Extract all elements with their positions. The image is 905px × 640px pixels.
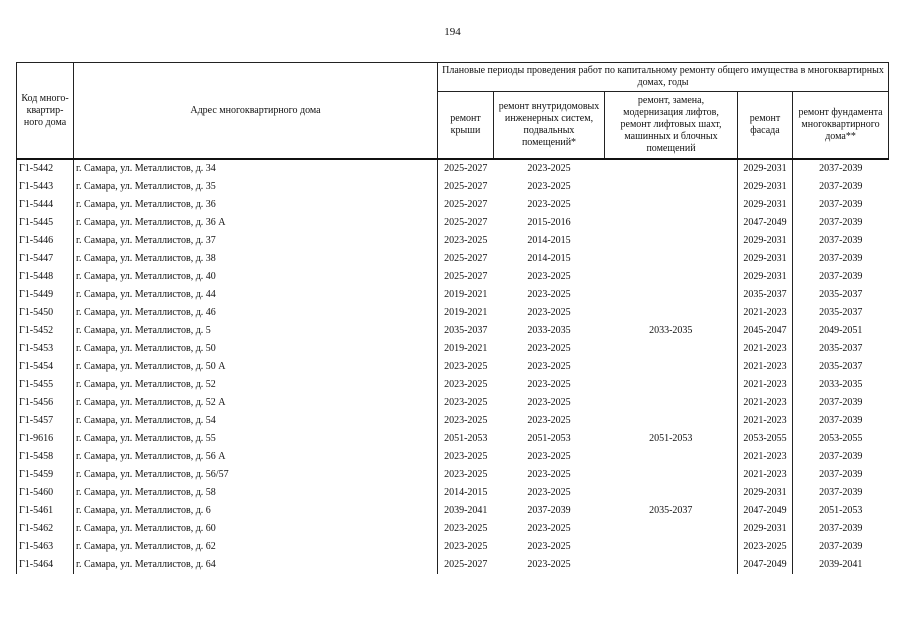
cell-systems: 2023-2025 — [527, 181, 571, 192]
cell-facade: 2053-2055 — [738, 430, 793, 448]
cell-roof: 2023-2025 — [438, 538, 494, 556]
cell-address: г. Самара, ул. Металлистов, д. 6 — [74, 502, 438, 520]
cell-roof: 2023-2025 — [438, 448, 494, 466]
cell-foundation: 2053-2055 — [793, 430, 889, 448]
table-row — [17, 250, 889, 268]
cell-address: г. Самара, ул. Металлистов, д. 62 — [74, 538, 438, 556]
cell-lifts — [605, 304, 738, 322]
cell-facade: 2029-2031 — [738, 232, 793, 250]
repair-schedule-table — [16, 62, 889, 574]
cell-foundation: 2037-2039 — [793, 232, 889, 250]
cell-code: Г1-5464 — [17, 556, 74, 574]
cell-facade: 2029-2031 — [738, 520, 793, 538]
cell-systems: 2037-2039 — [527, 505, 571, 516]
cell-systems: 2033-2035 — [527, 325, 571, 336]
cell-roof: 2025-2027 — [438, 268, 494, 286]
cell-lifts — [605, 159, 738, 178]
cell-facade: 2021-2023 — [738, 466, 793, 484]
cell-facade: 2047-2049 — [738, 502, 793, 520]
cell-lifts — [605, 358, 738, 376]
table-row — [17, 322, 889, 340]
cell-facade: 2023-2025 — [738, 538, 793, 556]
cell-address: г. Самара, ул. Металлистов, д. 52 — [74, 376, 438, 394]
cell-facade: 2045-2047 — [738, 322, 793, 340]
cell-code: Г1-5463 — [17, 538, 74, 556]
cell-foundation: 2037-2039 — [793, 394, 889, 412]
cell-address: г. Самара, ул. Металлистов, д. 64 — [74, 556, 438, 574]
cell-code: Г1-5450 — [17, 304, 74, 322]
cell-systems: 2023-2025 — [527, 415, 571, 426]
cell-facade: 2029-2031 — [738, 250, 793, 268]
cell-foundation: 2037-2039 — [793, 196, 889, 214]
header-systems: ремонт внутридомовых инженерных систем, подвальных помещений* — [494, 92, 605, 160]
cell-facade: 2029-2031 — [738, 159, 793, 178]
cell-code: Г1-5444 — [17, 196, 74, 214]
cell-systems: 2023-2025 — [527, 541, 571, 552]
cell-address: г. Самара, ул. Металлистов, д. 38 — [74, 250, 438, 268]
cell-roof: 2051-2053 — [438, 430, 494, 448]
cell-roof: 2025-2027 — [438, 250, 494, 268]
table-row — [17, 448, 889, 466]
cell-code: Г1-5460 — [17, 484, 74, 502]
table-row — [17, 412, 889, 430]
cell-lifts — [605, 448, 738, 466]
cell-roof: 2023-2025 — [438, 520, 494, 538]
cell-foundation: 2035-2037 — [793, 286, 889, 304]
cell-lifts — [605, 340, 738, 358]
table-row — [17, 394, 889, 412]
header-foundation: ремонт фундамента многоквартирного дома** — [793, 92, 889, 160]
cell-address: г. Самара, ул. Металлистов, д. 40 — [74, 268, 438, 286]
cell-lifts — [605, 250, 738, 268]
cell-foundation: 2037-2039 — [793, 520, 889, 538]
cell-facade: 2047-2049 — [738, 556, 793, 574]
cell-systems: 2023-2025 — [527, 307, 571, 318]
cell-systems: 2023-2025 — [527, 397, 571, 408]
cell-code: Г1-5453 — [17, 340, 74, 358]
cell-lifts — [605, 466, 738, 484]
cell-foundation: 2035-2037 — [793, 340, 889, 358]
cell-facade: 2021-2023 — [738, 340, 793, 358]
cell-roof: 2025-2027 — [438, 196, 494, 214]
table-row — [17, 502, 889, 520]
cell-foundation: 2037-2039 — [793, 538, 889, 556]
table-body — [17, 159, 889, 574]
cell-foundation: 2035-2037 — [793, 358, 889, 376]
cell-roof: 2023-2025 — [438, 232, 494, 250]
cell-code: Г1-5461 — [17, 502, 74, 520]
cell-systems: 2014-2015 — [527, 235, 571, 246]
cell-lifts — [605, 214, 738, 232]
header-address: Адрес многоквартирного дома — [74, 63, 438, 160]
cell-address: г. Самара, ул. Металлистов, д. 35 — [74, 178, 438, 196]
cell-systems: 2023-2025 — [527, 361, 571, 372]
cell-facade: 2021-2023 — [738, 358, 793, 376]
cell-foundation: 2037-2039 — [793, 484, 889, 502]
cell-systems: 2015-2016 — [527, 217, 571, 228]
cell-systems: 2023-2025 — [527, 451, 571, 462]
cell-roof: 2019-2021 — [438, 286, 494, 304]
cell-code: Г1-5458 — [17, 448, 74, 466]
cell-address: г. Самара, ул. Металлистов, д. 44 — [74, 286, 438, 304]
cell-facade: 2021-2023 — [738, 448, 793, 466]
cell-code: Г1-5443 — [17, 178, 74, 196]
cell-foundation: 2037-2039 — [793, 466, 889, 484]
cell-lifts — [605, 376, 738, 394]
cell-lifts — [605, 394, 738, 412]
table-row — [17, 159, 889, 178]
cell-code: Г1-5449 — [17, 286, 74, 304]
cell-address: г. Самара, ул. Металлистов, д. 50 — [74, 340, 438, 358]
cell-systems: 2023-2025 — [527, 559, 571, 570]
table-row — [17, 430, 889, 448]
cell-lifts — [605, 538, 738, 556]
cell-address: г. Самара, ул. Металлистов, д. 34 — [74, 159, 438, 178]
table-row — [17, 538, 889, 556]
cell-address: г. Самара, ул. Металлистов, д. 46 — [74, 304, 438, 322]
cell-systems: 2023-2025 — [527, 271, 571, 282]
cell-systems: 2023-2025 — [527, 487, 571, 498]
cell-code: Г1-9616 — [17, 430, 74, 448]
cell-roof: 2035-2037 — [438, 322, 494, 340]
cell-facade: 2029-2031 — [738, 178, 793, 196]
cell-address: г. Самара, ул. Металлистов, д. 54 — [74, 412, 438, 430]
table-row — [17, 484, 889, 502]
header-code: Код много-квартир-ного дома — [17, 63, 74, 160]
cell-code: Г1-5462 — [17, 520, 74, 538]
cell-roof: 2019-2021 — [438, 340, 494, 358]
cell-systems: 2014-2015 — [527, 253, 571, 264]
cell-roof: 2025-2027 — [438, 178, 494, 196]
cell-address: г. Самара, ул. Металлистов, д. 50 А — [74, 358, 438, 376]
cell-foundation: 2037-2039 — [793, 412, 889, 430]
cell-address: г. Самара, ул. Металлистов, д. 56 А — [74, 448, 438, 466]
cell-code: Г1-5445 — [17, 214, 74, 232]
cell-facade: 2047-2049 — [738, 214, 793, 232]
cell-systems: 2023-2025 — [527, 289, 571, 300]
table-row — [17, 268, 889, 286]
cell-code: Г1-5459 — [17, 466, 74, 484]
cell-systems: 2023-2025 — [527, 343, 571, 354]
cell-address: г. Самара, ул. Металлистов, д. 5 — [74, 322, 438, 340]
table-row — [17, 178, 889, 196]
cell-roof: 2025-2027 — [438, 214, 494, 232]
cell-foundation: 2035-2037 — [793, 304, 889, 322]
table-row — [17, 556, 889, 574]
cell-systems: 2023-2025 — [527, 523, 571, 534]
cell-foundation: 2037-2039 — [793, 448, 889, 466]
table-row — [17, 376, 889, 394]
table-row — [17, 196, 889, 214]
cell-foundation: 2037-2039 — [793, 178, 889, 196]
cell-foundation: 2037-2039 — [793, 250, 889, 268]
cell-systems: 2023-2025 — [527, 379, 571, 390]
cell-code: Г1-5457 — [17, 412, 74, 430]
cell-code: Г1-5456 — [17, 394, 74, 412]
cell-lifts — [605, 196, 738, 214]
cell-code: Г1-5447 — [17, 250, 74, 268]
cell-code: Г1-5452 — [17, 322, 74, 340]
cell-lifts — [605, 232, 738, 250]
cell-code: Г1-5454 — [17, 358, 74, 376]
cell-roof: 2025-2027 — [438, 159, 494, 178]
cell-roof: 2023-2025 — [438, 394, 494, 412]
cell-facade: 2021-2023 — [738, 376, 793, 394]
cell-foundation: 2037-2039 — [793, 214, 889, 232]
cell-facade: 2029-2031 — [738, 268, 793, 286]
table-row — [17, 340, 889, 358]
cell-systems: 2023-2025 — [527, 163, 571, 174]
cell-facade: 2021-2023 — [738, 304, 793, 322]
cell-address: г. Самара, ул. Металлистов, д. 37 — [74, 232, 438, 250]
cell-lifts — [605, 556, 738, 574]
cell-address: г. Самара, ул. Металлистов, д. 52 А — [74, 394, 438, 412]
cell-roof: 2023-2025 — [438, 466, 494, 484]
cell-address: г. Самара, ул. Металлистов, д. 56/57 — [74, 466, 438, 484]
cell-facade: 2035-2037 — [738, 286, 793, 304]
cell-address: г. Самара, ул. Металлистов, д. 36 — [74, 196, 438, 214]
cell-systems: 2023-2025 — [527, 469, 571, 480]
cell-lifts — [605, 286, 738, 304]
cell-roof: 2023-2025 — [438, 412, 494, 430]
cell-code: Г1-5446 — [17, 232, 74, 250]
table-row — [17, 286, 889, 304]
cell-lifts — [605, 520, 738, 538]
cell-foundation: 2051-2053 — [793, 502, 889, 520]
cell-facade: 2029-2031 — [738, 196, 793, 214]
table-row — [17, 520, 889, 538]
header-periods: Плановые периоды проведения работ по капитальному ремонту общего имущества в многоквартирных домах, годы — [438, 63, 889, 92]
cell-roof: 2025-2027 — [438, 556, 494, 574]
cell-foundation: 2039-2041 — [793, 556, 889, 574]
cell-lifts: 2035-2037 — [649, 505, 693, 516]
cell-facade: 2021-2023 — [738, 412, 793, 430]
cell-address: г. Самара, ул. Металлистов, д. 58 — [74, 484, 438, 502]
cell-code: Г1-5455 — [17, 376, 74, 394]
cell-lifts: 2051-2053 — [649, 433, 693, 444]
table-row — [17, 304, 889, 322]
cell-roof: 2039-2041 — [438, 502, 494, 520]
cell-facade: 2029-2031 — [738, 484, 793, 502]
table-row — [17, 214, 889, 232]
cell-foundation: 2037-2039 — [793, 268, 889, 286]
header-facade: ремонт фасада — [738, 92, 793, 160]
cell-roof: 2019-2021 — [438, 304, 494, 322]
cell-address: г. Самара, ул. Металлистов, д. 60 — [74, 520, 438, 538]
cell-address: г. Самара, ул. Металлистов, д. 36 А — [74, 214, 438, 232]
cell-lifts — [605, 268, 738, 286]
cell-foundation: 2049-2051 — [793, 322, 889, 340]
table-row — [17, 232, 889, 250]
table-row — [17, 466, 889, 484]
cell-code: Г1-5442 — [17, 159, 74, 178]
page-number: 194 — [444, 26, 461, 38]
cell-roof: 2014-2015 — [438, 484, 494, 502]
cell-facade: 2021-2023 — [738, 394, 793, 412]
cell-address: г. Самара, ул. Металлистов, д. 55 — [74, 430, 438, 448]
cell-lifts — [605, 484, 738, 502]
cell-lifts — [605, 412, 738, 430]
cell-foundation: 2033-2035 — [793, 376, 889, 394]
cell-roof: 2023-2025 — [438, 376, 494, 394]
cell-code: Г1-5448 — [17, 268, 74, 286]
header-lifts: ремонт, замена, модернизация лифтов, ремонт лифтовых шахт, машинных и блочных помещений — [605, 92, 738, 160]
table-header — [17, 63, 889, 160]
cell-roof: 2023-2025 — [438, 358, 494, 376]
cell-lifts — [605, 178, 738, 196]
cell-systems: 2023-2025 — [527, 199, 571, 210]
header-roof: ремонт крыши — [438, 92, 494, 160]
cell-systems: 2051-2053 — [527, 433, 571, 444]
cell-lifts: 2033-2035 — [649, 325, 693, 336]
cell-foundation: 2037-2039 — [793, 159, 889, 178]
table-row — [17, 358, 889, 376]
